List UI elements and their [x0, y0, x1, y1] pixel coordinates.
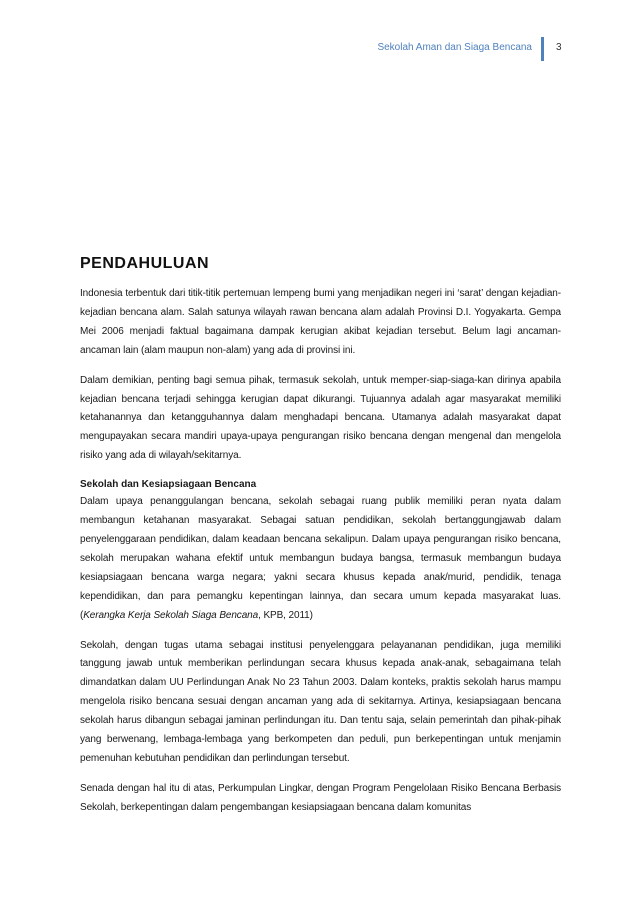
body-paragraph-2: Dalam demikian, penting bagi semua pihak, termasuk sekolah, untuk memper-siap-siaga-kan dirinya apabila kejadian bencana terjadi sehingga kerugian dapat dikurangi. Tujuannya adalah agar masyarakat memiliki ketahanannya dan ketangguhannya dalam menghadapi bencana. Utamanya adalah masyarakat dapat mengupayakan secara mandiri upaya-upaya pengurangan risiko bencana dengan mengenal dan mengelola risiko yang ada di wilayah/sekitarnya.: [80, 374, 561, 462]
body-paragraph-1: Indonesia terbentuk dari titik-titik pertemuan lempeng bumi yang menjadikan negeri ini ‘sarat’ dengan kejadian-kejadian bencana alam. Salah satunya wilayah rawan bencana alam adalah Provinsi D.I. Yogyakarta. Gempa Mei 2006 menjadi faktual bagaimana dampak kerugian akibat kejadian tersebut. Belum lagi ancaman-ancaman lain (alam maupun non-alam) yang ada di provinsi ini.: [80, 288, 561, 356]
body-paragraph-4: Sekolah, dengan tugas utama sebagai institusi penyelenggara pelayananan pendidikan, juga memiliki tanggung jawab untuk memberikan perlindungan secara khusus kepada anak-anak, sebagaimana telah dimandatkan dalam UU Perlindungan Anak No 23 Tahun 2003. Dalam konteks, praktis sekolah harus mampu mengelola risiko bencana sesuai dengan ancaman yang ada di sekitarnya. Artinya, kesiapsiagaan bencana sekolah harus dibangun sebagai jaminan perlindungan itu. Dan tentu saja, selain pemerintah dan pihak-pihak yang berwenang, lembaga-lembaga yang berkompeten dan peduli, pun berkepentingan untuk menjamin pemenuhan kebutuhan pendidikan dan perlindungan tersebut.: [80, 639, 561, 764]
header-divider: [541, 37, 544, 61]
section-heading: PENDAHULUAN: [80, 255, 210, 272]
subsection-heading: Sekolah dan Kesiapsiagaan Bencana: [80, 479, 257, 491]
body-paragraph-3: [80, 493, 561, 625]
body-paragraph-5: Senada dengan hal itu di atas, Perkumpulan Lingkar, dengan Program Pengelolaan Risiko Bencana Berbasis Sekolah, berkepentingan dalam pengembangan kesiapsiagaan bencana dalam komunitas: [80, 782, 561, 813]
paragraph-text: Dalam upaya penanggulangan bencana, sekolah sebagai ruang publik memiliki peran nyata dalam membangun ketahanan masyarakat. Sebagai satuan pendidikan, sekolah bertanggungjawab dalam penyelenggaraan pendidikan, dalam keadaan bencana sekalipun. Dalam upaya pengurangan risiko bencana, sekolah merupakan wahana efektif untuk membangun budaya bangsa, termasuk membangun budaya kesiapsiagaan bencana warga negara; yakni secara khusus kepada anak/murid, pendidik, tenaga kependidikan, dan para pemangku kepentingan lainnya, dan secara umum kepada masyarakat luas. (: [80, 496, 561, 621]
citation-source: , KPB, 2011): [258, 609, 313, 621]
page-body: [80, 255, 561, 829]
running-header-title: Sekolah Aman dan Siaga Bencana: [377, 42, 532, 53]
page-number: 3: [556, 42, 562, 53]
citation-title: Kerangka Kerja Sekolah Siaga Bencana: [83, 609, 259, 621]
